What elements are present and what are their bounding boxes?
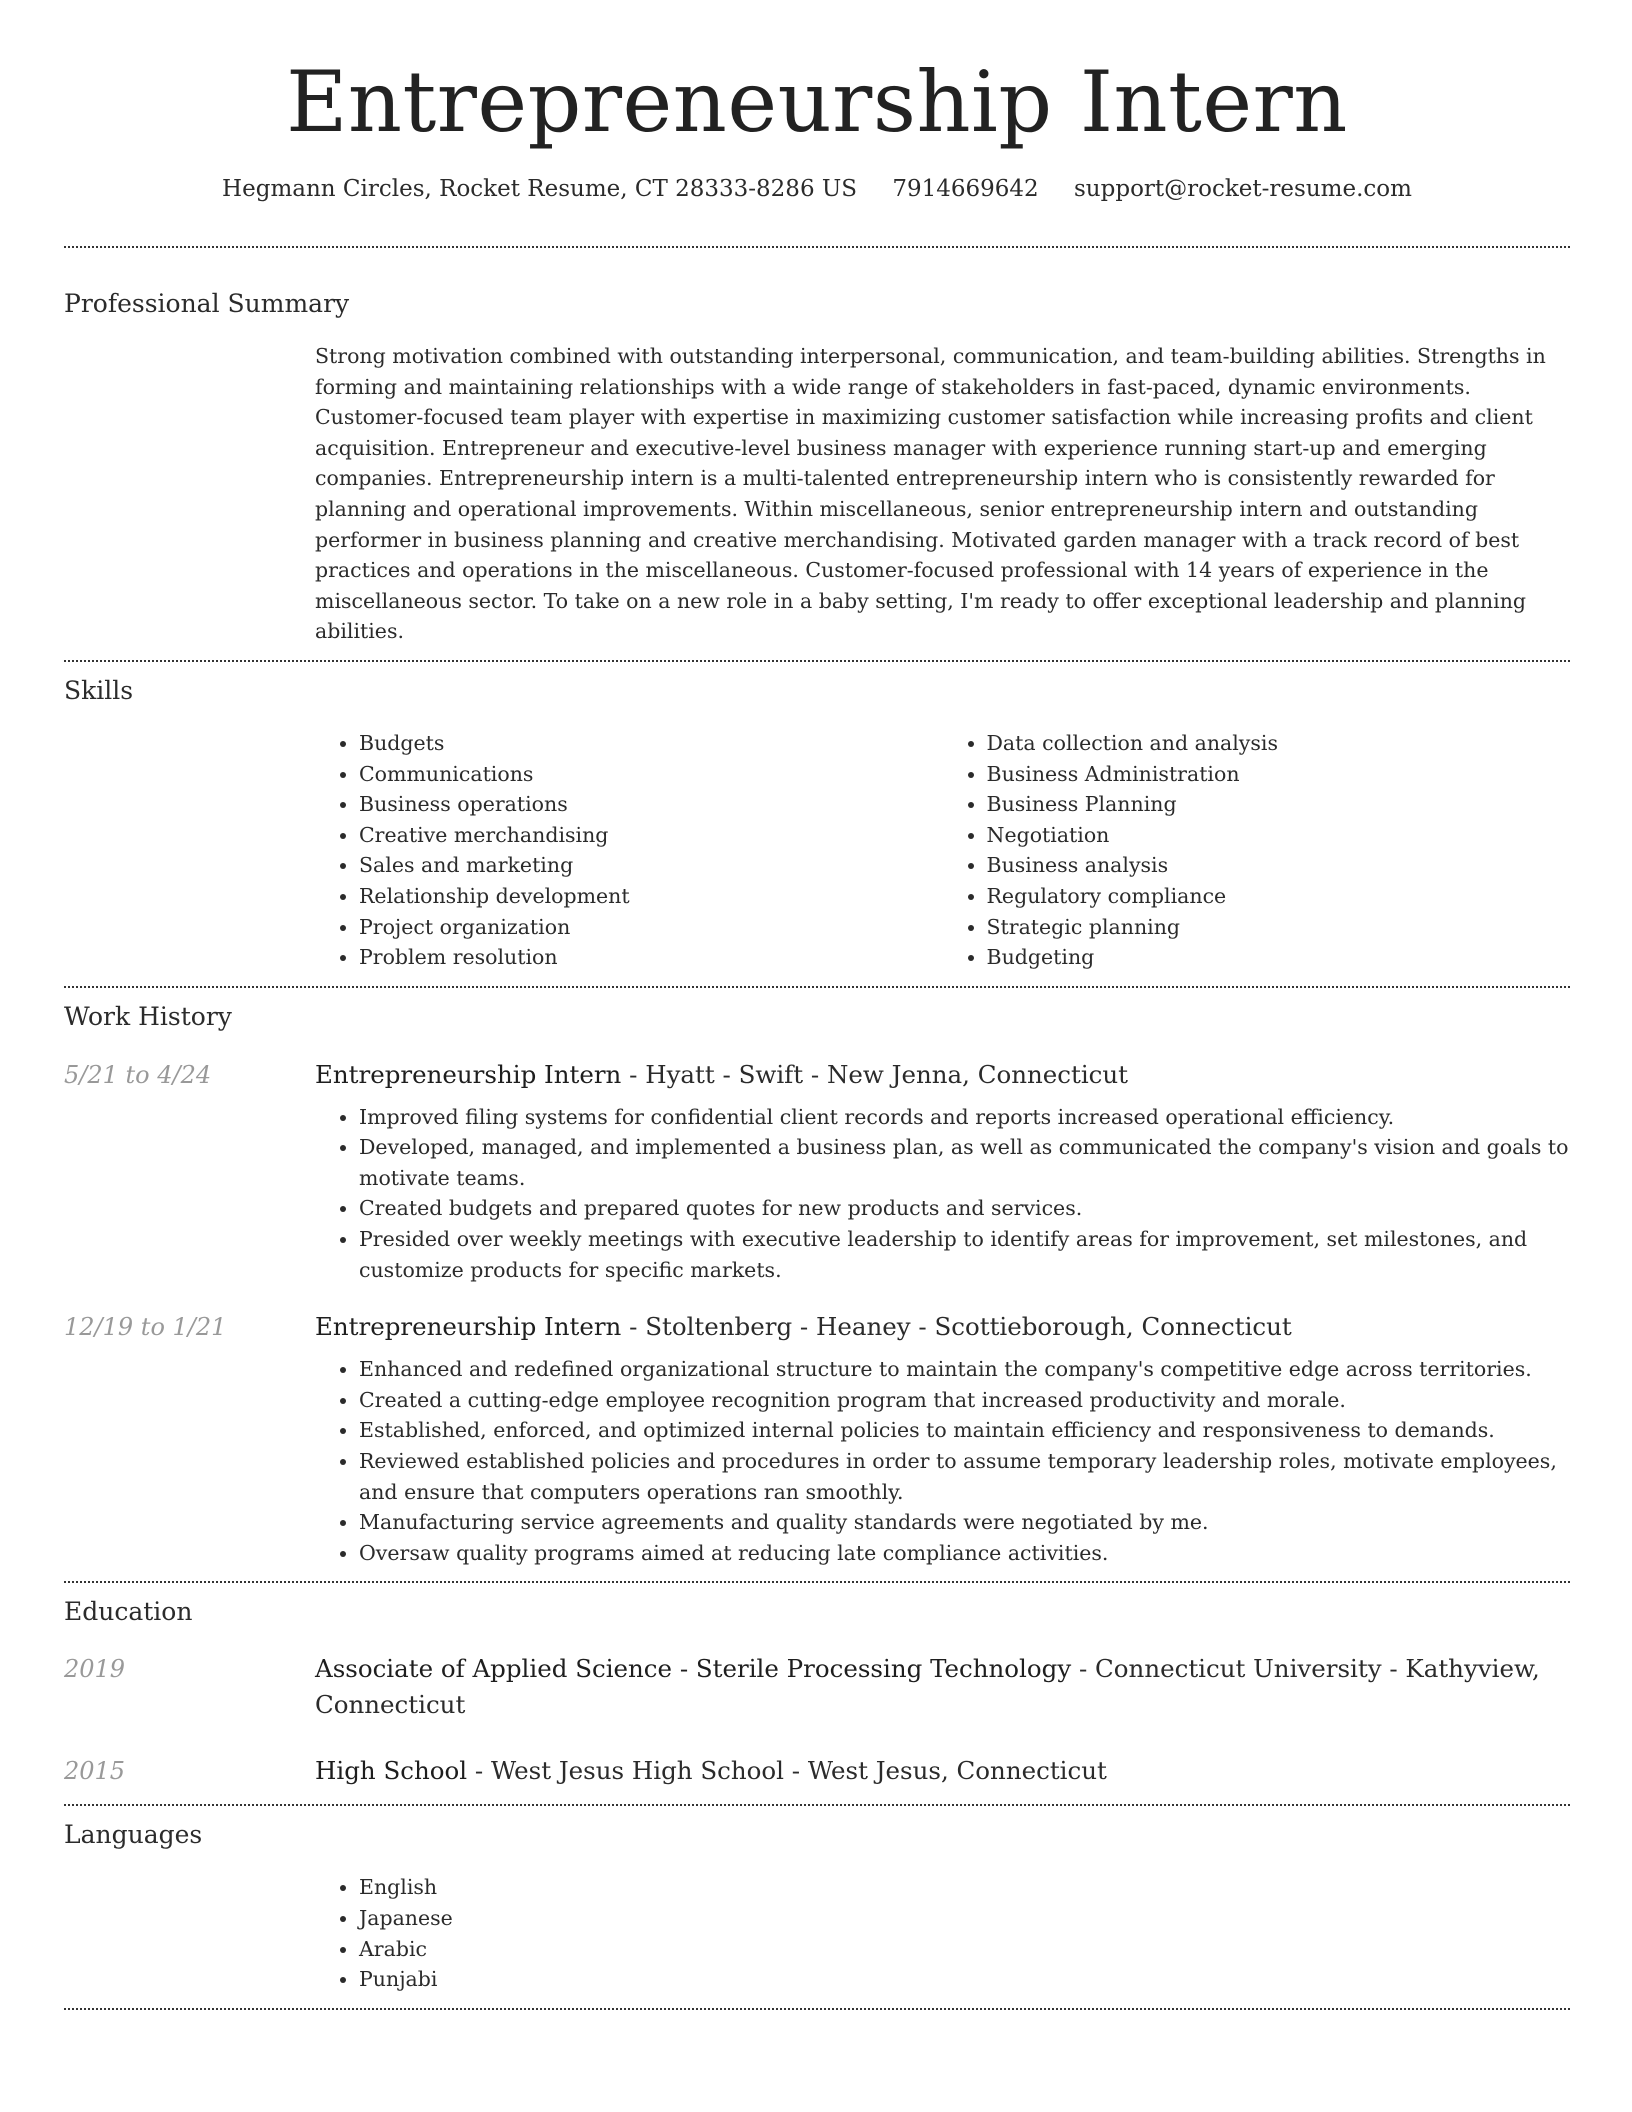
skill-item: • Creative merchandising (359, 820, 943, 851)
job-company: Stoltenberg - Heaney (645, 1312, 911, 1342)
candidate-name: Entrepreneurship Intern (286, 53, 1348, 151)
resume-page (64, 0, 1570, 2010)
summary-text: Strong motivation combined with outstanding interpersonal, communication, and team-building abilities. Strengths in forming and maintaining relationships with a wide range of stakeholders in fast-paced, dynamic environments. Customer-focused team player with expertise in maximizing customer satisfaction while increasing profits and client acquisition. Entrepreneur and executive-level business manager with experience running start-up and emerging companies. Entrepreneurship intern is a multi-talented entrepreneurship intern who is consistently rewarded for planning and operational improvements. Within miscellaneous, senior entrepreneurship intern and outstanding performer in business planning and creative merchandising. Motivated garden manager with a track record of best practices and operations in the miscellaneous. Customer-focused professional with 14 years of experience in the miscellaneous sector. To take on a new role in a baby setting, I'm ready to offer exceptional leadership and planning abilities. (315, 344, 1546, 644)
skill-item: • Budgeting (987, 942, 1571, 973)
job-company: Hyatt - Swift (645, 1059, 804, 1089)
skill-item: • Business operations (359, 789, 943, 820)
job-bullet: • Enhanced and redefined organizational structure to maintain the company's competitive edge across territories. (359, 1354, 1570, 1385)
education-location: West Jesus, Connecticut (807, 1756, 1107, 1786)
divider (64, 1804, 1570, 1806)
education-heading: High School - West Jesus High School - West Jesus, Connecticut (315, 1756, 1107, 1786)
education-heading: Associate of Applied Science - Sterile Processing Technology - Connecticut University - Kathyview, Connecticut (315, 1654, 1540, 1720)
job-bullet: • Presided over weekly meetings with executive leadership to identify areas for improvement, set milestones, and customize products for specific markets. (359, 1224, 1570, 1285)
contact-address: Hegmann Circles, Rocket Resume, CT 28333-8286 US (222, 176, 858, 202)
languages-heading: Languages (64, 1820, 203, 1850)
contact-phone: 7914669642 (892, 176, 1039, 202)
job-bullet: • Manufacturing service agreements and quality standards were negotiated by me. (359, 1507, 1570, 1538)
education-degree: Associate of Applied Science - Sterile Processing Technology (315, 1654, 1072, 1684)
education-school: West Jesus High School (490, 1756, 784, 1786)
skill-item: • Regulatory compliance (987, 881, 1571, 912)
skill-item: • Budgets (359, 728, 943, 759)
language-item: • English (359, 1872, 1570, 1903)
contact-line (64, 172, 1570, 206)
job-entry (64, 1057, 1570, 1093)
skill-item: • Strategic planning (987, 912, 1571, 943)
summary-section (315, 341, 1570, 647)
contact-email: support@rocket-resume.com (1074, 176, 1412, 202)
language-item: • Japanese (359, 1903, 1570, 1934)
skill-item: • Business Administration (987, 759, 1571, 790)
job-heading: Entrepreneurship Intern - Stoltenberg - Heaney - Scottieborough, Connecticut (315, 1312, 1292, 1342)
skill-item: • Project organization (359, 912, 943, 943)
skill-item: • Problem resolution (359, 942, 943, 973)
job-dates: 12/19 to 1/21 (64, 1313, 227, 1342)
job-bullet: • Established, enforced, and optimized internal policies to maintain efficiency and responsiveness to demands. (359, 1415, 1570, 1446)
job-heading: Entrepreneurship Intern - Hyatt - Swift - New Jenna, Connecticut (315, 1059, 1129, 1089)
education-entry (64, 1651, 1570, 1723)
work-heading: Work History (64, 1001, 232, 1031)
language-item: • Punjabi (359, 1964, 1570, 1995)
education-year: 2015 (64, 1757, 126, 1786)
skill-item: • Data collection and analysis (987, 728, 1571, 759)
skill-item: • Sales and marketing (359, 850, 943, 881)
divider (64, 986, 1570, 988)
job-location: Scottieborough, Connecticut (934, 1312, 1292, 1342)
education-degree: High School (315, 1756, 468, 1786)
education-entry (64, 1753, 1570, 1789)
job-bullet: • Oversaw quality programs aimed at reducing late compliance activities. (359, 1538, 1570, 1569)
job-bullet: • Created budgets and prepared quotes for new products and services. (359, 1193, 1570, 1224)
skills-column-left (315, 728, 943, 973)
education-heading: Education (64, 1597, 193, 1627)
job-entry (64, 1309, 1570, 1345)
job-bullet: • Improved filing systems for confidential client records and reports increased operational efficiency. (359, 1102, 1570, 1133)
divider (64, 246, 1570, 248)
language-item: • Arabic (359, 1934, 1570, 1965)
skills-column-right (943, 728, 1571, 973)
job-bullet: • Developed, managed, and implemented a business plan, as well as communicated the company's vision and goals to motivate teams. (359, 1132, 1570, 1193)
summary-heading: Professional Summary (64, 289, 350, 318)
skill-item: • Business Planning (987, 789, 1571, 820)
job-bullet: • Created a cutting-edge employee recognition program that increased productivity and morale. (359, 1385, 1570, 1416)
divider (64, 660, 1570, 662)
divider (64, 2008, 1570, 2010)
education-year: 2019 (64, 1655, 126, 1684)
skill-item: • Relationship development (359, 881, 943, 912)
education-school: Connecticut University (1095, 1654, 1382, 1684)
skills-heading: Skills (64, 675, 134, 705)
languages-list (315, 1872, 1570, 1994)
job-location: New Jenna, Connecticut (826, 1059, 1129, 1089)
job-role: Entrepreneurship Intern (315, 1312, 622, 1342)
job-bullet: • Reviewed established policies and procedures in order to assume temporary leadership roles, motivate employees, and ensure that computers operations ran smoothly. (359, 1446, 1570, 1507)
job-bullets (315, 1354, 1570, 1568)
skill-item: • Communications (359, 759, 943, 790)
job-bullets (315, 1102, 1570, 1286)
skill-item: • Business analysis (987, 850, 1571, 881)
skill-item: • Negotiation (987, 820, 1571, 851)
job-dates: 5/21 to 4/24 (64, 1060, 212, 1089)
job-role: Entrepreneurship Intern (315, 1059, 622, 1089)
education-location: Kathyview, Connecticut (315, 1654, 1540, 1720)
divider (64, 1581, 1570, 1583)
skills-list (315, 728, 1570, 973)
